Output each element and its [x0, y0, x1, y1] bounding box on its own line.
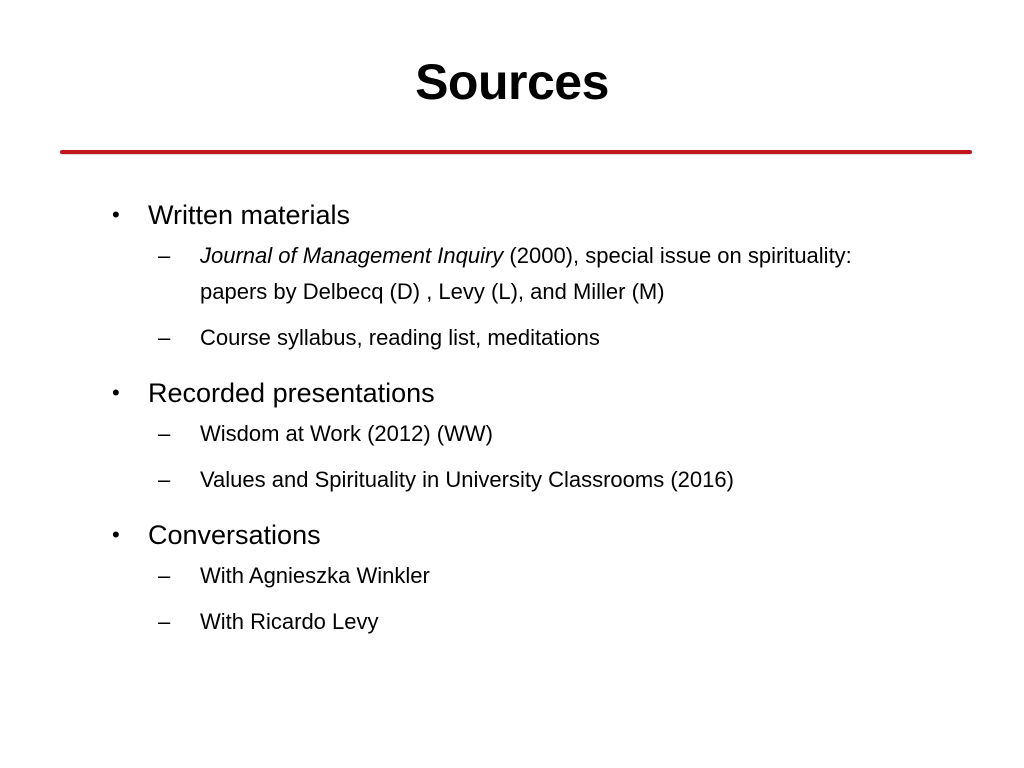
bullet-icon: •	[112, 380, 120, 405]
sub-list-item	[0, 462, 1024, 498]
dash-icon: –	[158, 609, 171, 634]
sub-item-text: Wisdom at Work (2012) (WW)	[200, 421, 493, 446]
bullet-label: Written materials	[148, 200, 351, 230]
dash-icon: –	[158, 421, 171, 446]
sub-list-item	[0, 238, 1024, 310]
sub-list-item	[0, 416, 1024, 452]
dash-icon: –	[158, 563, 171, 588]
bullet-row	[0, 516, 1024, 558]
sub-item-text	[200, 238, 904, 310]
dash-icon: –	[158, 243, 171, 268]
dash-icon: –	[158, 467, 171, 492]
bullet-section-written-materials	[0, 196, 1024, 356]
sub-list-item	[0, 320, 1024, 356]
bullet-icon: •	[112, 522, 120, 547]
journal-title: Journal of Management Inquiry	[200, 243, 504, 268]
sub-item-text: Course syllabus, reading list, meditations	[200, 325, 600, 350]
sub-list-item	[0, 604, 1024, 640]
dash-icon: –	[158, 325, 171, 350]
bullet-label: Conversations	[148, 520, 321, 550]
sub-item-text: Values and Spirituality in University Classrooms (2016)	[200, 467, 734, 492]
bullet-row	[0, 196, 1024, 238]
title-divider-rule	[60, 150, 972, 154]
slide-content	[0, 196, 1024, 658]
sub-list-item	[0, 558, 1024, 594]
slide-title: Sources	[415, 54, 609, 110]
sub-item-text: With Agnieszka Winkler	[200, 563, 430, 588]
sub-item-text: With Ricardo Levy	[200, 609, 379, 634]
bullet-label: Recorded presentations	[148, 378, 435, 408]
bullet-icon: •	[112, 202, 120, 227]
sub-item-detail: (2000), special issue on spirituality: papers by Delbecq (D) , Levy (L), and Miller (M)	[200, 243, 852, 304]
bullet-section-recorded-presentations	[0, 374, 1024, 498]
bullet-section-conversations	[0, 516, 1024, 640]
bullet-row	[0, 374, 1024, 416]
